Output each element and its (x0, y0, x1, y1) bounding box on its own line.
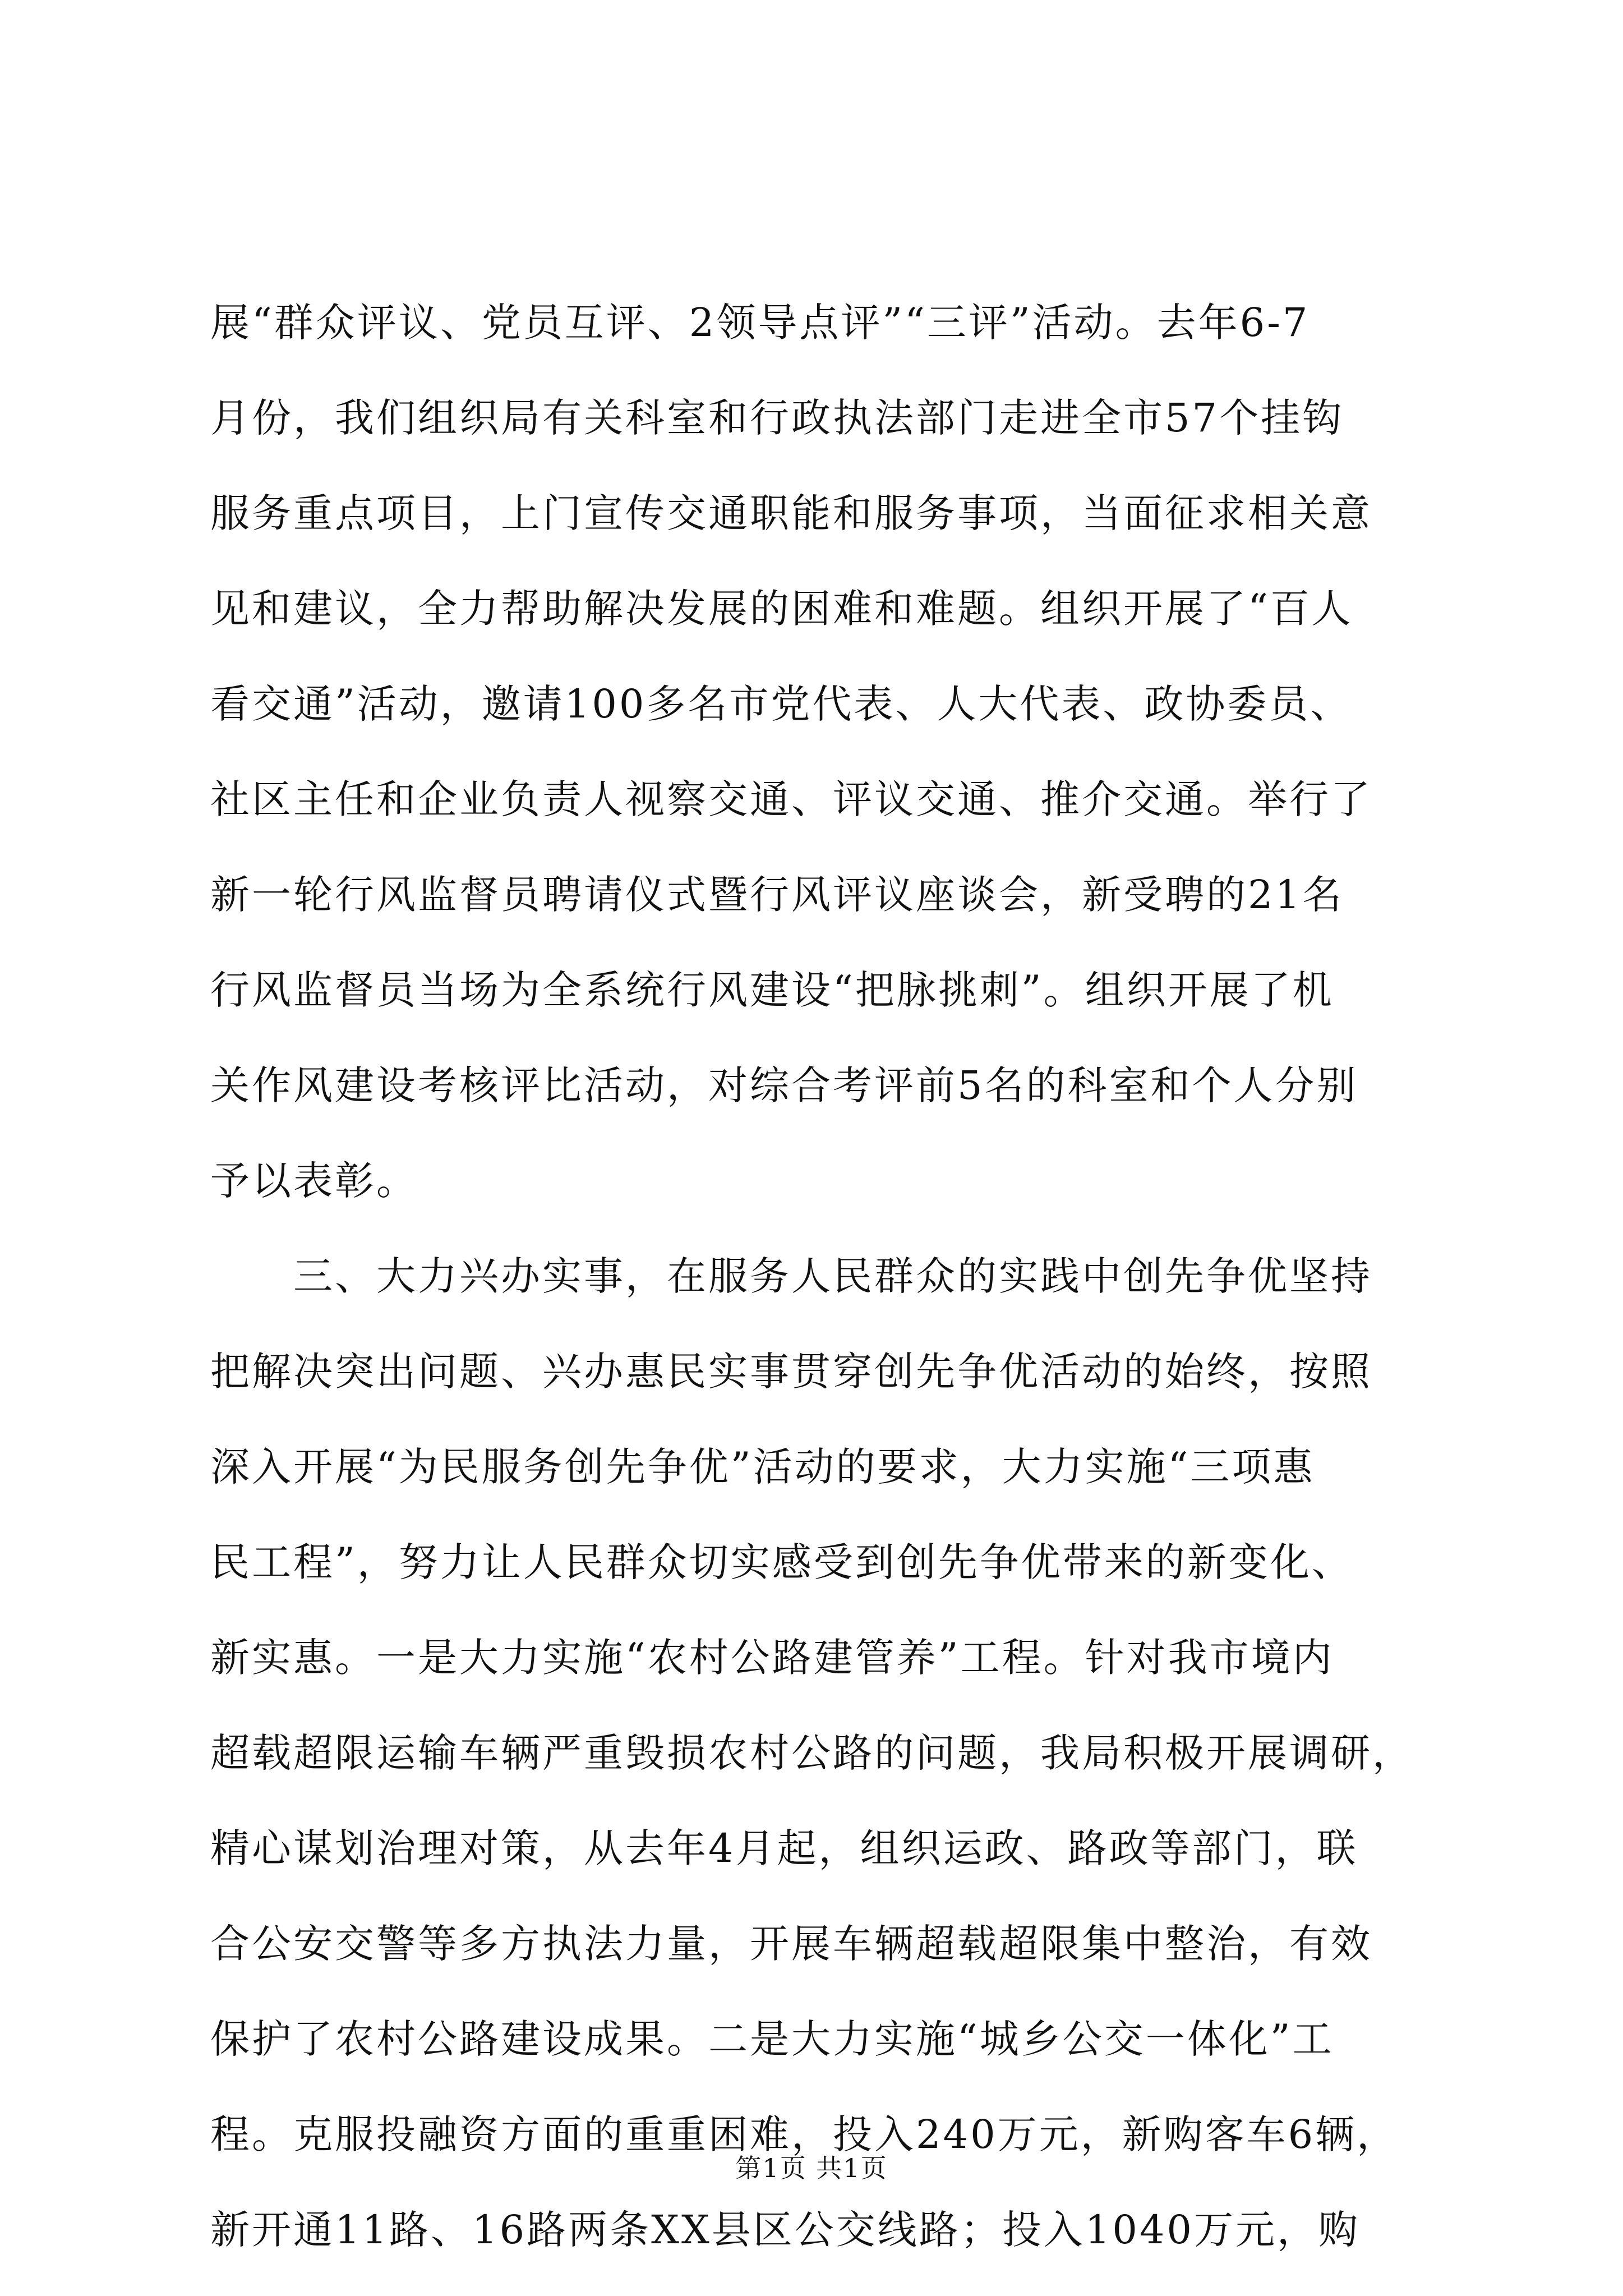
page-footer: 第1页 共1页 (735, 2153, 888, 2183)
text-line: 深入开展“为民服务创先争优”活动的要求，大力实施“三项惠 (210, 1444, 1315, 1490)
text-line: 行风监督员当场为全系统行风建设“把脉挑刺”。组织开展了机 (210, 967, 1334, 1013)
text-line: 超载超限运输车辆严重毁损农村公路的问题，我局积极开展调研， (210, 1730, 1414, 1776)
text-line: 月份，我们组织局有关科室和行政执法部门走进全市57个挂钩 (210, 395, 1344, 441)
text-line: 民工程”，努力让人民群众切实感受到创先争优带来的新变化、 (210, 1539, 1353, 1585)
text-line: 社区主任和企业负责人视察交通、评议交通、推介交通。举行了 (210, 776, 1372, 822)
body-text (210, 275, 1422, 2277)
text-line: 保护了农村公路建设成果。二是大力实施“城乡公交一体化”工 (210, 2016, 1334, 2062)
text-line: 予以表彰。 (210, 1158, 418, 1204)
text-line: 新开通11路、16路两条XX县区公交线路；投入1040万元，购 (210, 2207, 1360, 2253)
text-line: 服务重点项目，上门宣传交通职能和服务事项，当面征求相关意 (210, 490, 1372, 536)
text-line: 新一轮行风监督员聘请仪式暨行风评议座谈会，新受聘的21名 (210, 872, 1344, 918)
text-line: 把解决突出问题、兴办惠民实事贯穿创先争优活动的始终，按照 (210, 1349, 1372, 1395)
text-line: 精心谋划治理对策，从去年4月起，组织运政、路政等部门，联 (210, 1825, 1358, 1871)
text-line: 展“群众评议、党员互评、2领导点评”“三评”活动。去年6-7 (210, 300, 1310, 346)
section-heading-line: 三、大力兴办实事，在服务人民群众的实践中创先争优坚持 (210, 1253, 1372, 1299)
text-line: 新实惠。一是大力实施“农村公路建管养”工程。针对我市境内 (210, 1635, 1334, 1681)
text-line: 看交通”活动，邀请100多名市党代表、人大代表、政协委员、 (210, 681, 1352, 727)
text-line: 见和建议，全力帮助解决发展的困难和难题。组织开展了“百人 (210, 586, 1353, 632)
text-line: 合公安交警等多方执法力量，开展车辆超载超限集中整治，有效 (210, 1921, 1372, 1967)
text-line: 程。克服投融资方面的重重困难，投入240万元，新购客车6辆， (210, 2111, 1399, 2157)
text-line: 关作风建设考核评比活动，对综合考评前5名的科室和个人分别 (210, 1062, 1358, 1108)
